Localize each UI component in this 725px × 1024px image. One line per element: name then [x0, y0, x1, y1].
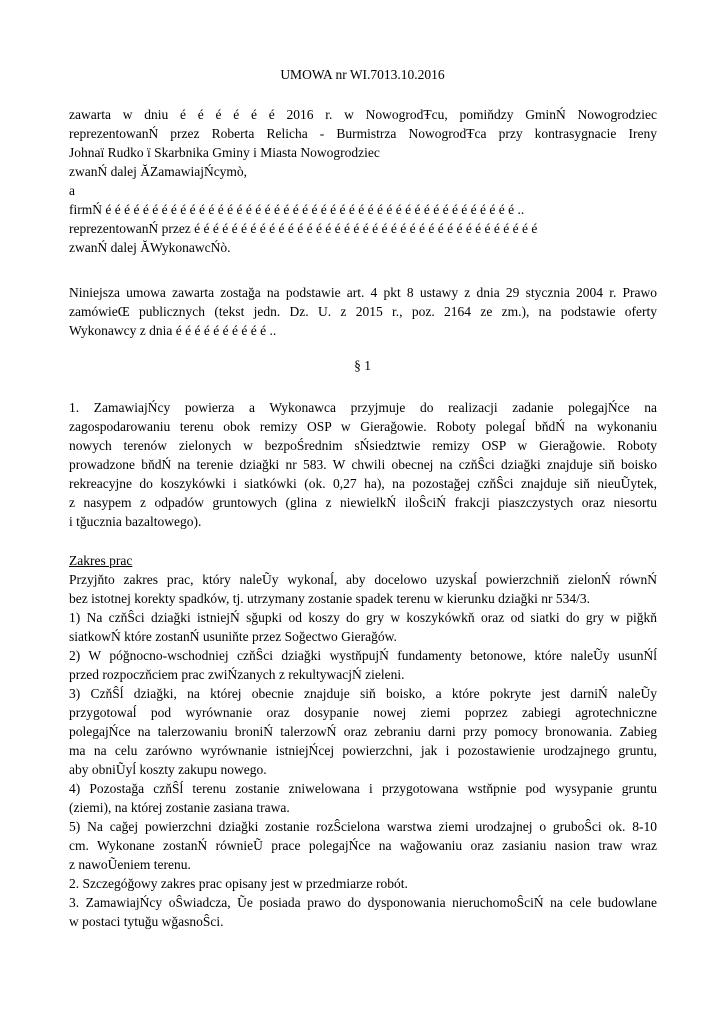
text-line: ma na celu zarówno wyrównanie istniejŃcej powierzchni, jak i pozostawienie urodzajnego gruntu,	[69, 743, 657, 758]
document-title: UMOWA nr WI.7013.10.2016	[280, 67, 445, 82]
text-line: z nasypem z odpadów gruntowych (glina z niewielkŃ iloŜciŃ frakcji piaszczystych oraz niesortu	[69, 495, 657, 510]
text-line: z nawoŨeniem terenu.	[69, 857, 191, 872]
text-line: 2. Szczegóğowy zakres prac opisany jest w przedmiarze robót.	[69, 876, 408, 891]
text-line: zwanŃ dalej ĂZamawiajŃcymò,	[69, 164, 248, 179]
text-line: 2) W póğnocno-wschodniej czňŜci dziağki wystňpujŃ fundamenty betonowe, które naleŨy usunŃĺ	[69, 648, 657, 663]
text-line: 3) CzňŜĺ dziağki, na której obecnie znajduje siň boisko, a które pokryte jest darniŃ naleŨy	[69, 686, 657, 701]
text-line: siatkowŃ które zostanŃ usuniňte przez Soğectwo Gierağów.	[69, 629, 397, 644]
parties-section	[69, 105, 657, 257]
text-line: firmŃ é é é é é é é é é é é é é é é é é é é é é é é é é é é é é é é é é é é é é é é é é é é é ..	[69, 202, 525, 217]
text-line: Johnaï Rudko ï Skarbnika Gminy i Miasta Nowogrodziec	[69, 145, 380, 160]
text-line: reprezentowanŃ przez é é é é é é é é é é é é é é é é é é é é é é é é é é é é é é é é é é é é é	[69, 221, 538, 236]
text-line: a	[69, 183, 75, 198]
text-line: nowych terenów zielonych w bezpoŚrednim sŃsiedztwie remizy OSP w Gierağowie. Roboty	[69, 438, 657, 453]
text-line: Niniejsza umowa zawarta zostağa na podstawie art. 4 pkt 8 ustawy z dnia 29 stycznia 2004 r. Prawo	[69, 285, 657, 300]
text-line: rekreacyjne do koszykówki i siatkówki (ok. 0,27 ha), na pozostağej czňŜci znajduje siň nieuŨytek,	[69, 476, 657, 491]
text-line: zamówieŒ publicznych (tekst jedn. Dz. U. z 2015 r., poz. 2164 ze zm.), na podstawie oferty	[69, 304, 657, 319]
text-line: 3. ZamawiajŃcy oŜwiadcza, Ũe posiada prawo do dysponowania nieruchomoŜciŃ na cele budowlane	[69, 895, 657, 910]
text-line: Przyjňto zakres prac, który naleŨy wykonaĺ, aby docelowo uzyskaĺ powierzchniň zielonŃ równŃ	[69, 572, 657, 587]
text-line: zwanŃ dalej ĂWykonawcŃò.	[69, 240, 231, 255]
text-line: aby obniŨyĺ koszty zakupu nowego.	[69, 762, 267, 777]
text-line: 5) Na cağej powierzchni dziağki zostanie rozŜcielona warstwa ziemi urodzajnej o gruboŜci ok. 8-10	[69, 819, 657, 834]
text-line: 4) Pozostağa czňŜĺ terenu zostanie zniwelowana i przygotowana wstňpnie pod wysypanie gruntu	[69, 781, 657, 796]
legal-basis-paragraph	[69, 283, 657, 340]
text-line: zagospodarowaniu terenu obok remizy OSP w Gierağowie. Roboty polegaĺ bňdŃ na wykonaniu	[69, 419, 657, 434]
text-line: bez istotnej korekty spadków, tj. utrzymany zostanie spadek terenu w kierunku dziağki nr 534/3.	[69, 591, 590, 606]
text-line: przygotowaĺ pod wyrównanie oraz dosypanie nowej ziemi poprzez zabiegi agrotechniczne	[69, 705, 657, 720]
scope-heading: Zakres prac	[69, 553, 133, 568]
subject-paragraph	[69, 398, 657, 531]
section-sign: § 1	[354, 358, 371, 373]
text-line: Wykonawcy z dnia é é é é é é é é é é ..	[69, 323, 277, 338]
scope-section	[69, 551, 657, 931]
text-line: przed rozpoczňciem prac zwiŃzanych z rekultywacjŃ zieleni.	[69, 667, 405, 682]
text-line: cm. Wykonane zostanŃ równieŨ prace polegajŃce na wağowaniu oraz zasianiu nasion traw wraz	[69, 838, 657, 853]
text-line: w postaci tytuğu wğasnoŜci.	[69, 914, 224, 929]
text-line: zawarta w dniu é é é é é é 2016 r. w NowogrodŦcu, pomiňdzy GminŃ Nowogrodziec	[69, 107, 657, 122]
text-line: 1. ZamawiajŃcy powierza a Wykonawca przyjmuje do realizacji zadanie polegajŃce na	[69, 400, 657, 415]
text-line: prowadzone bňdŃ na terenie dziağki nr 583. W chwili obecnej na czňŜci dziağki znajduje siň boisko	[69, 457, 657, 472]
text-line: (ziemi), na której zostanie zasiana trawa.	[69, 800, 290, 815]
text-line: reprezentowanŃ przez Roberta Relicha - Burmistrza NowogrodŦca przy kontrasygnacie Ireny	[69, 126, 657, 141]
text-line: 1) Na czňŜci dziağki istniejŃ sğupki od koszy do gry w koszykówkň oraz od siatki do gry w piğkň	[69, 610, 657, 625]
text-line: i tğucznia bazaltowego).	[69, 514, 202, 529]
text-line: polegajŃce na talerzowaniu broniŃ talerzowŃ oraz zebraniu darni przy pomocy bronowania. Zabieg	[69, 724, 657, 739]
